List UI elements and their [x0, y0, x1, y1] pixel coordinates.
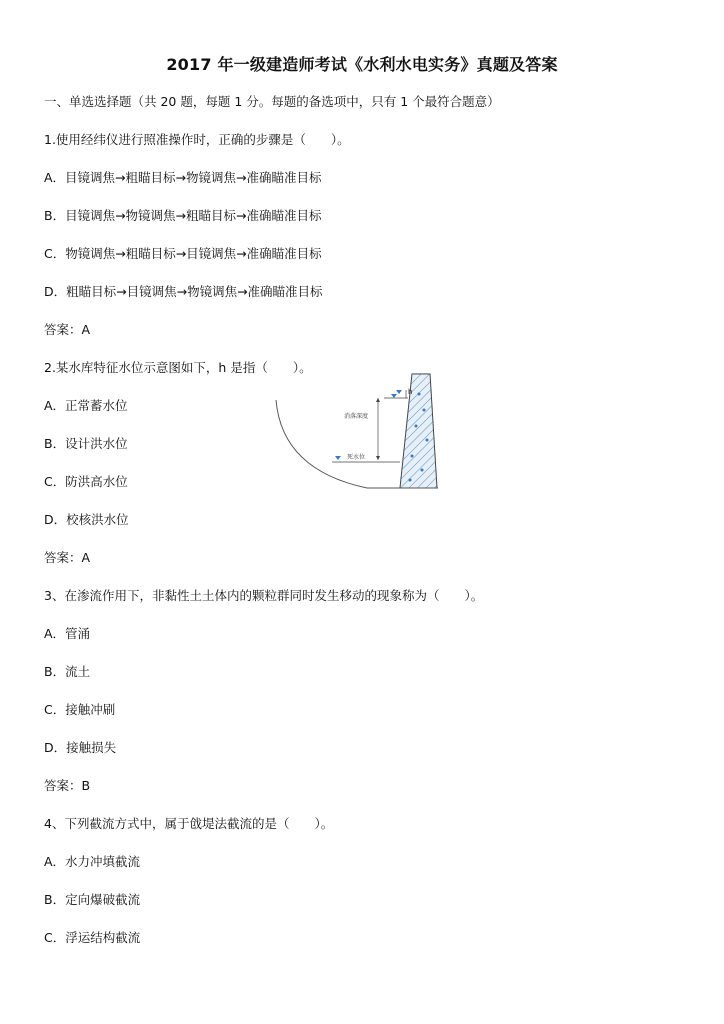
question-1-answer: 答案：A: [44, 322, 91, 337]
question-3-option-b: B．流土: [44, 664, 91, 679]
question-4-stem: 4、下列截流方式中，属于戗堤法截流的是（ ）。: [44, 816, 334, 831]
h-label: h: [408, 388, 413, 396]
depth-arrow-head-bottom: [376, 456, 380, 460]
question-3-answer: 答案：B: [44, 778, 91, 793]
question-1-option-c: C．物镜调焦→粗瞄目标→目镜调焦→准确瞄准目标: [44, 246, 322, 261]
dead-level-marker: [335, 456, 341, 460]
question-1-option-b: B．目镜调焦→物镜调焦→粗瞄目标→准确瞄准目标: [44, 208, 322, 223]
question-4-option-a: A．水力冲填截流: [44, 854, 141, 869]
document-title: 2017 年一级建造师考试《水利水电实务》真题及答案: [166, 55, 558, 74]
question-2-option-d: D．校核洪水位: [44, 512, 129, 527]
question-3-option-a: A．管涌: [44, 626, 91, 641]
question-4-option-b: B．定向爆破截流: [44, 892, 141, 907]
normal-level-marker: [391, 394, 397, 398]
dead-level-label: 死水位: [347, 454, 366, 461]
question-1-option-d: D．粗瞄目标→目镜调焦→物镜调焦→准确瞄准目标: [44, 284, 323, 299]
h-level-marker: [396, 390, 402, 394]
question-2-option-c: C．防洪高水位: [44, 474, 128, 489]
question-1-option-a: A．目镜调焦→粗瞄目标→物镜调焦→准确瞄准目标: [44, 170, 322, 185]
question-3-option-d: D．接触损失: [44, 740, 117, 755]
question-3-option-c: C．接触冲刷: [44, 702, 116, 717]
depth-label: 消落深度: [344, 413, 369, 420]
question-2-answer: 答案：A: [44, 550, 91, 565]
question-3-stem: 3、在渗流作用下，非黏性土土体内的颗粒群同时发生移动的现象称为（ ）。: [44, 588, 484, 603]
question-2-stem: 2.某水库特征水位示意图如下，h 是指（ ）。: [44, 360, 312, 375]
reservoir-water-level-diagram: [272, 370, 442, 492]
question-2-option-a: A．正常蓄水位: [44, 398, 128, 413]
question-2-option-b: B．设计洪水位: [44, 436, 128, 451]
question-1-stem: 1.使用经纬仪进行照准操作时，正确的步骤是（ ）。: [44, 132, 350, 147]
depth-arrow-head-top: [376, 398, 380, 402]
section-heading: 一、单选选择题（共 20 题，每题 1 分。每题的备选项中，只有 1 个最符合题意）: [44, 94, 500, 109]
question-4-option-c: C．浮运结构截流: [44, 930, 141, 945]
